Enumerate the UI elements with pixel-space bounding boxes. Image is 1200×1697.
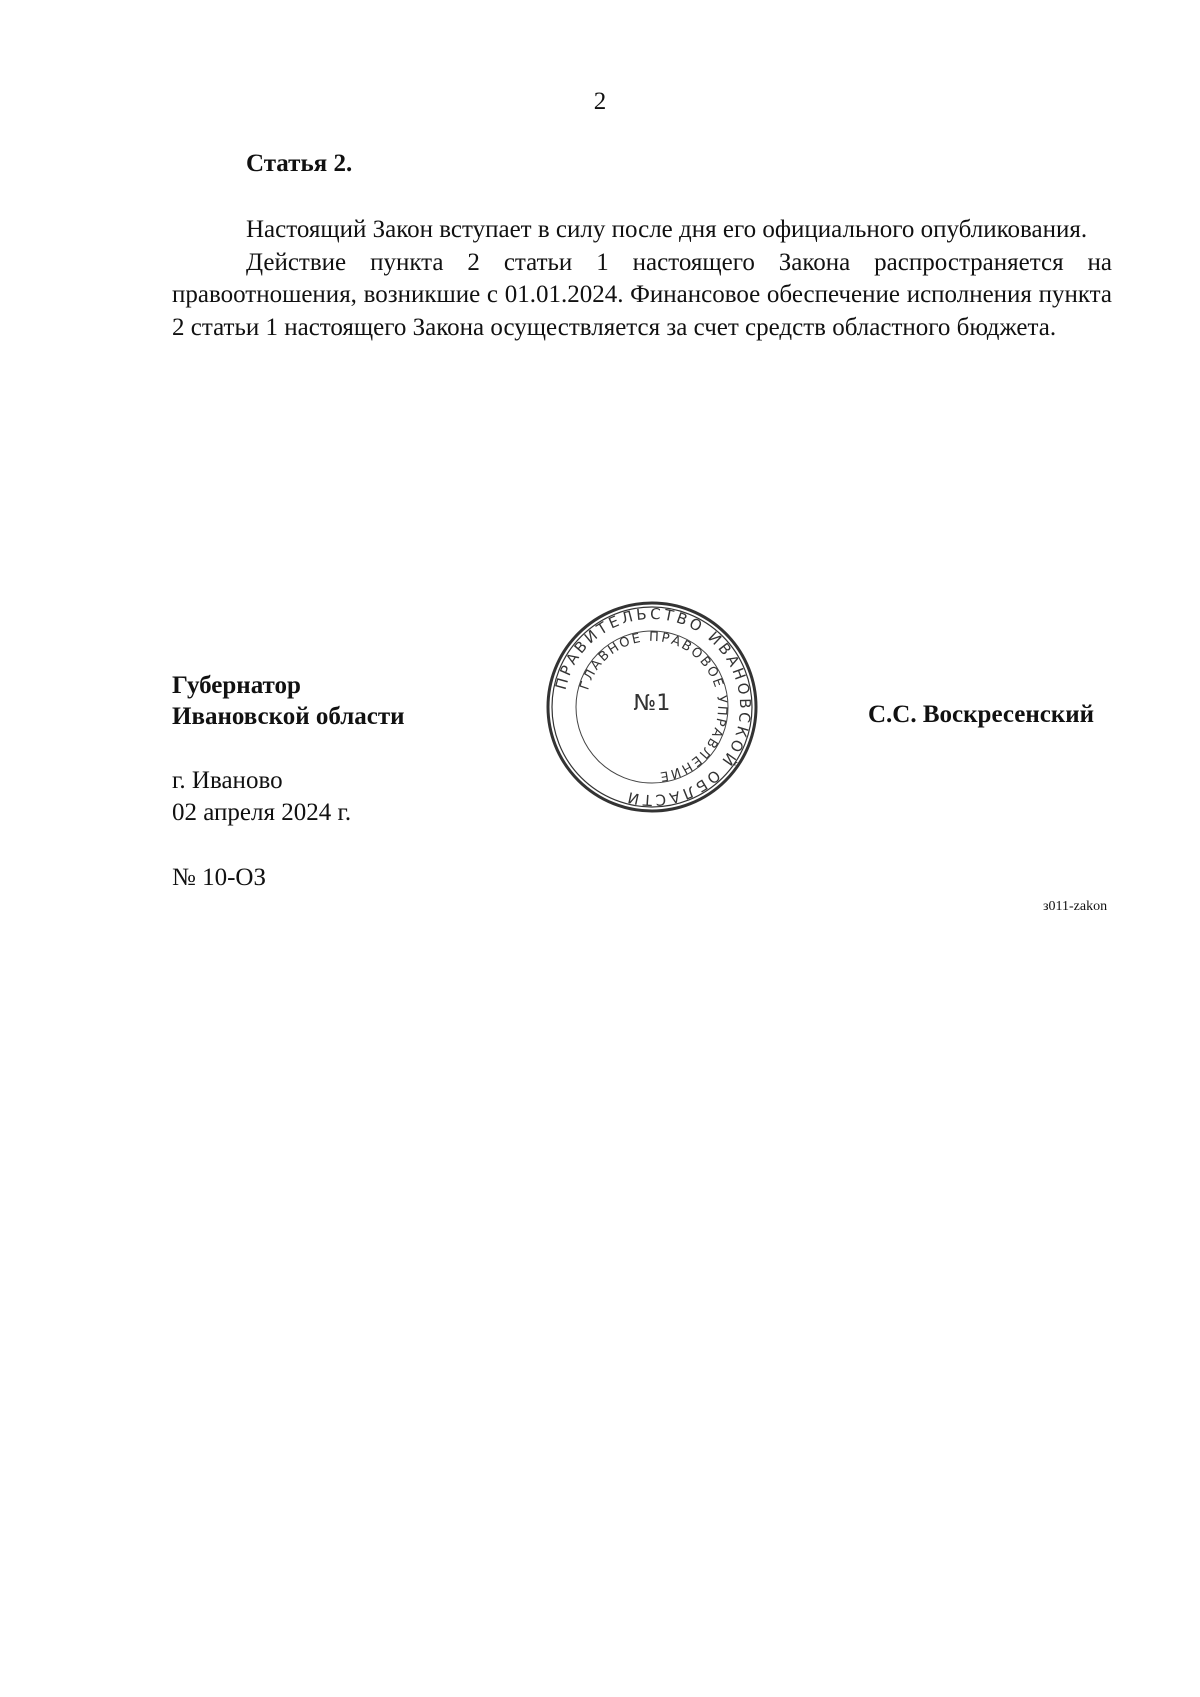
article-heading: Статья 2.	[246, 150, 353, 177]
signatory-title-line: Ивановской области	[172, 703, 405, 730]
article-paragraph: Действие пункта 2 статьи 1 настоящего Закона распространяется на правоотношения, возникшие с 01.01.2024. Финансовое обеспечение исполнения пункта 2 статьи 1 настоящего Закона осуществляется за счет средств областного бюджета.	[172, 248, 1112, 341]
page-number: 2	[593, 88, 607, 115]
place-date	[172, 765, 351, 829]
seal-outer-text: ПРАВИТЕЛЬСТВО ИВАНОВСКОЙ ОБЛАСТИ	[551, 604, 755, 810]
official-seal	[545, 600, 759, 814]
date: 02 апреля 2024 г.	[172, 799, 352, 826]
signatory-title	[172, 670, 405, 732]
document-code: з011-zakon	[1043, 899, 1108, 914]
signatory-name: С.С. Воскресенский	[868, 701, 1095, 728]
seal-inner-text: ГЛАВНОЕ ПРАВОВОЕ УПРАВЛЕНИЕ	[577, 629, 730, 784]
article-body	[172, 214, 1112, 344]
signatory-title-line: Губернатор	[172, 672, 301, 699]
seal-stamp-icon	[545, 600, 759, 814]
place: г. Иваново	[172, 767, 283, 794]
law-number: № 10-ОЗ	[172, 864, 267, 891]
article-paragraph: Настоящий Закон вступает в силу после дня его официального опубликования.	[246, 216, 1088, 243]
seal-center-text: №1	[633, 691, 671, 716]
